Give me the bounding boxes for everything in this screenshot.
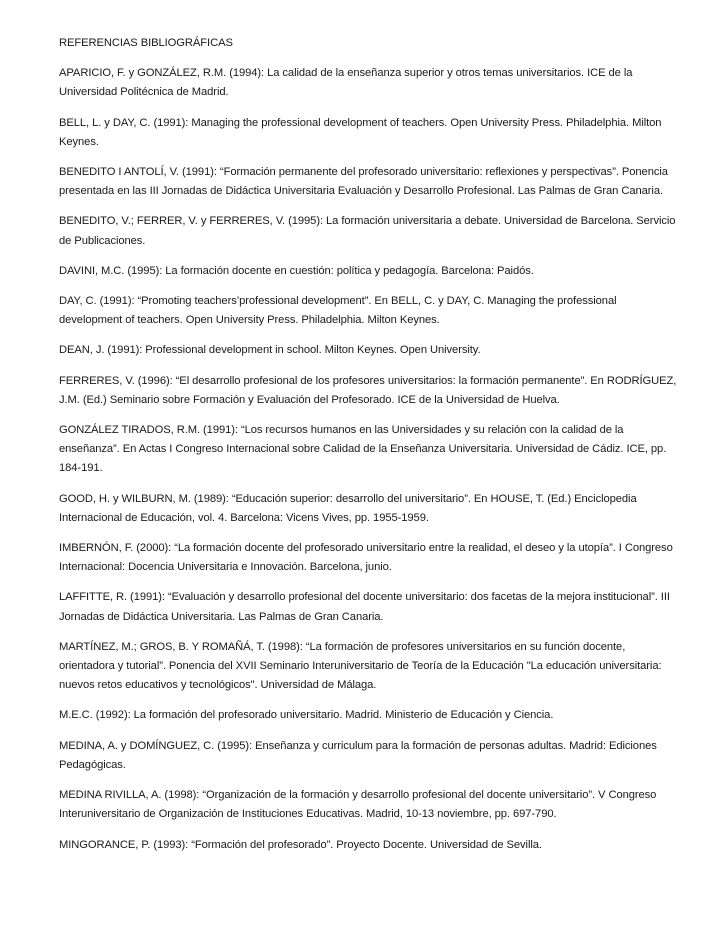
reference-benedito-antoli-1991: BENEDITO I ANTOLÍ, V. (1991): “Formación permanente del profesorado universitario: reflexiones y perspectivas”. Ponencia presentada en las III Jornadas de Didáctica Universitaria Evaluación y Desarrollo Profesional. Las Palmas de Gran Canaria.: [59, 166, 668, 198]
reference-dean-1991: DEAN, J. (1991): Professional development in school. Milton Keynes. Open University.: [59, 344, 481, 357]
reference-aparicio-1994: APARICIO, F. y GONZÁLEZ, R.M. (1994): La calidad de la enseñanza superior y otros temas universitarios. ICE de la Universidad Politécnica de Madrid.: [59, 67, 633, 99]
reference-davini-1995: DAVINI, M.C. (1995): La formación docente en cuestión: política y pedagogía. Barcelona: Paidós.: [59, 264, 534, 277]
reference-day-1991: DAY, C. (1991): “Promoting teachers’professional development”. En BELL, C. y DAY, C. Managing the professional development of teachers. Open University Press. Philadelphia. Milton Keynes.: [59, 295, 617, 327]
reference-ferreres-1996: FERRERES, V. (1996): “El desarrollo profesional de los profesores universitarios: la formación permanente”. En RODRÍGUEZ, J.M. (Ed.) Seminario sobre Formación y Evaluación del Profesorado. ICE de la Universidad de Huelva.: [59, 374, 677, 406]
reference-martinez-1998: MARTÍNEZ, M.; GROS, B. Y ROMAÑÁ, T. (1998): “La formación de profesores universitarios en su función docente, orientadora y tutorial”. Ponencia del XVII Seminario Interuniversitario de Teoría de la Educación "La educación universitaria: nuevos retos educativos y tecnológicos". Universidad de Málaga.: [59, 640, 662, 692]
reference-good-wilburn-1989: GOOD, H. y WILBURN, M. (1989): “Educación superior: desarrollo del universitario”. En HOUSE, T. (Ed.) Enciclopedia Internacional de Educación, vol. 4. Barcelona: Vicens Vives, pp. 1955-1959.: [59, 492, 637, 524]
reference-medina-dominguez-1995: MEDINA, A. y DOMÍNGUEZ, C. (1995): Enseñanza y curriculum para la formación de personas adultas. Madrid: Ediciones Pedagógicas.: [59, 739, 657, 771]
reference-medina-rivilla-1998: MEDINA RIVILLA, A. (1998): “Organización de la formación y desarrollo profesional del docente universitario”. V Congreso Interuniversitario de Organización de Instituciones Educativas. Madrid, 10-13 noviembre, pp. 697-790.: [59, 789, 657, 821]
reference-mingorance-1993: MINGORANCE, P. (1993): “Formación del profesorado”. Proyecto Docente. Universidad de Sevilla.: [59, 838, 542, 851]
document-page: [59, 34, 681, 866]
reference-bell-day-1991: BELL, L. y DAY, C. (1991): Managing the professional development of teachers. Open University Press. Philadelphia. Milton Keynes.: [59, 116, 662, 148]
reference-imbernon-2000: IMBERNÓN, F. (2000): “La formación docente del profesorado universitario entre la realidad, el deseo y la utopía”. I Congreso Internacional: Docencia Universitaria e Innovación. Barcelona, junio.: [59, 542, 673, 574]
reference-laffitte-1991: LAFFITTE, R. (1991): “Evaluación y desarrollo profesional del docente universitario: dos facetas de la mejora institucional”. III Jornadas de Didáctica Universitaria. Las Palmas de Gran Canaria.: [59, 591, 670, 623]
reference-gonzalez-tirados-1991: GONZÁLEZ TIRADOS, R.M. (1991): “Los recursos humanos en las Universidades y su relación con la calidad de la enseñanza”. En Actas I Congreso Internacional sobre Calidad de la Enseñanza Universitaria. Universidad de Cádiz. ICE, pp. 184-191.: [59, 424, 667, 475]
reference-mec-1992: M.E.C. (1992): La formación del profesorado universitario. Madrid. Ministerio de Educación y Ciencia.: [59, 709, 554, 722]
page-title: REFERENCIAS BIBLIOGRÁFICAS: [59, 37, 233, 49]
reference-benedito-ferrer-1995: BENEDITO, V.; FERRER, V. y FERRERES, V. (1995): La formación universitaria a debate. Universidad de Barcelona. Servicio de Publicaciones.: [59, 215, 676, 247]
